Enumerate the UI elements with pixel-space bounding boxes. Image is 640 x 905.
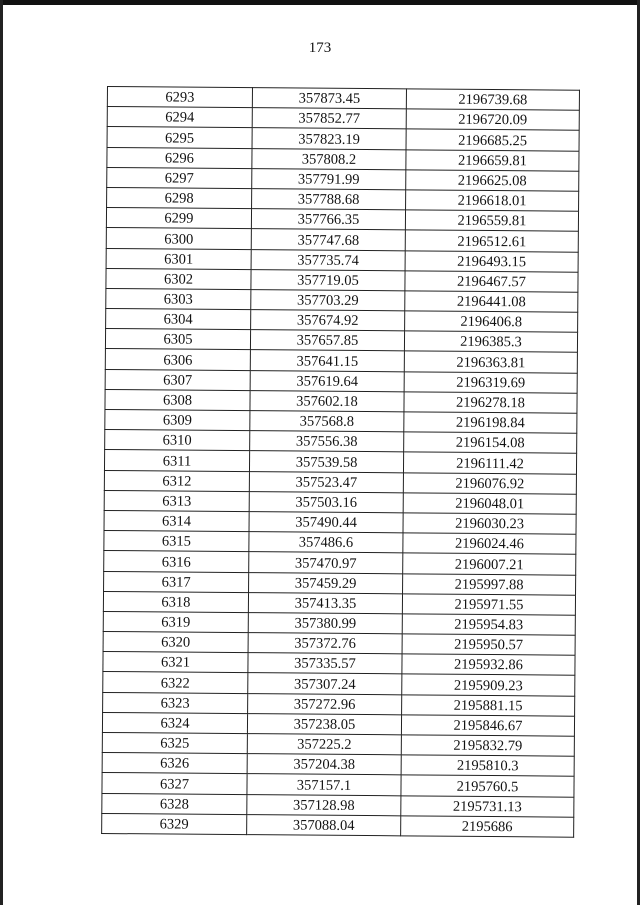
y-coordinate-cell: 2196441.08 — [405, 291, 578, 313]
x-coordinate-cell: 357459.29 — [249, 572, 403, 593]
x-coordinate-cell: 357128.98 — [247, 794, 401, 815]
y-coordinate-cell: 2196406.8 — [405, 311, 578, 333]
point-id-cell: 6320 — [103, 632, 248, 653]
x-coordinate-cell: 357619.64 — [250, 370, 404, 391]
x-coordinate-cell: 357791.99 — [252, 168, 406, 189]
y-coordinate-cell: 2196111.42 — [403, 452, 576, 474]
point-id-cell: 6307 — [105, 369, 250, 390]
x-coordinate-cell: 357225.2 — [247, 734, 401, 755]
point-id-cell: 6303 — [106, 288, 251, 309]
point-id-cell: 6314 — [104, 510, 249, 531]
point-id-cell: 6323 — [103, 692, 248, 713]
x-coordinate-cell: 357413.35 — [248, 592, 402, 613]
y-coordinate-cell: 2195846.67 — [401, 715, 574, 737]
point-id-cell: 6304 — [106, 309, 251, 330]
x-coordinate-cell: 357523.47 — [249, 471, 403, 492]
x-coordinate-cell: 357747.68 — [251, 229, 405, 250]
y-coordinate-cell: 2195731.13 — [401, 795, 574, 817]
x-coordinate-cell: 357852.77 — [252, 108, 406, 129]
x-coordinate-cell: 357307.24 — [248, 673, 402, 694]
scan-border-top — [0, 0, 640, 5]
y-coordinate-cell: 2195760.5 — [401, 775, 574, 797]
y-coordinate-cell: 2195832.79 — [401, 735, 574, 757]
y-coordinate-cell: 2196720.09 — [406, 109, 579, 131]
y-coordinate-cell: 2196512.61 — [405, 230, 578, 252]
y-coordinate-cell: 2196030.23 — [403, 513, 576, 535]
point-id-cell: 6326 — [102, 753, 247, 774]
x-coordinate-cell: 357602.18 — [250, 390, 404, 411]
point-id-cell: 6329 — [102, 813, 247, 834]
x-coordinate-cell: 357272.96 — [248, 693, 402, 714]
x-coordinate-cell: 357380.99 — [248, 613, 402, 634]
point-id-cell: 6313 — [104, 490, 249, 511]
point-id-cell: 6298 — [107, 187, 252, 208]
coordinates-table-wrapper — [101, 86, 580, 838]
y-coordinate-cell: 2196685.25 — [406, 129, 579, 151]
x-coordinate-cell: 357808.2 — [252, 148, 406, 169]
x-coordinate-cell: 357674.92 — [251, 310, 405, 331]
point-id-cell: 6310 — [105, 430, 250, 451]
point-id-cell: 6328 — [102, 793, 247, 814]
point-id-cell: 6322 — [103, 672, 248, 693]
y-coordinate-cell: 2195954.83 — [402, 614, 575, 636]
y-coordinate-cell: 2196024.46 — [403, 533, 576, 555]
x-coordinate-cell: 357556.38 — [250, 431, 404, 452]
y-coordinate-cell: 2196618.01 — [406, 190, 579, 212]
point-id-cell: 6311 — [104, 450, 249, 471]
point-id-cell: 6316 — [104, 551, 249, 572]
y-coordinate-cell: 2196625.08 — [406, 170, 579, 192]
point-id-cell: 6300 — [106, 228, 251, 249]
x-coordinate-cell: 357735.74 — [251, 249, 405, 270]
y-coordinate-cell: 2195810.3 — [401, 755, 574, 777]
y-coordinate-cell: 2195909.23 — [402, 674, 575, 696]
point-id-cell: 6297 — [107, 167, 252, 188]
y-coordinate-cell: 2195686 — [401, 816, 574, 838]
y-coordinate-cell: 2196048.01 — [403, 493, 576, 515]
x-coordinate-cell: 357372.76 — [248, 633, 402, 654]
point-id-cell: 6306 — [105, 349, 250, 370]
point-id-cell: 6319 — [103, 611, 248, 632]
y-coordinate-cell: 2196007.21 — [403, 553, 576, 575]
x-coordinate-cell: 357703.29 — [251, 290, 405, 311]
point-id-cell: 6293 — [107, 87, 252, 108]
point-id-cell: 6296 — [107, 147, 252, 168]
page-number: 173 — [308, 40, 332, 56]
coordinates-table-body — [102, 87, 580, 838]
x-coordinate-cell: 357088.04 — [247, 814, 401, 835]
y-coordinate-cell: 2196319.69 — [404, 371, 577, 393]
x-coordinate-cell: 357568.8 — [250, 411, 404, 432]
table-row — [102, 813, 574, 837]
point-id-cell: 6318 — [103, 591, 248, 612]
y-coordinate-cell: 2195932.86 — [402, 654, 575, 676]
point-id-cell: 6325 — [102, 732, 247, 753]
x-coordinate-cell: 357719.05 — [251, 269, 405, 290]
scan-border-left — [0, 0, 3, 905]
y-coordinate-cell: 2196076.92 — [403, 472, 576, 494]
x-coordinate-cell: 357490.44 — [249, 512, 403, 533]
x-coordinate-cell: 357657.85 — [250, 330, 404, 351]
y-coordinate-cell: 2196493.15 — [405, 250, 578, 272]
x-coordinate-cell: 357503.16 — [249, 491, 403, 512]
y-coordinate-cell: 2195971.55 — [402, 594, 575, 616]
point-id-cell: 6324 — [102, 712, 247, 733]
y-coordinate-cell: 2196659.81 — [406, 149, 579, 171]
x-coordinate-cell: 357204.38 — [247, 754, 401, 775]
y-coordinate-cell: 2195997.88 — [403, 573, 576, 595]
y-coordinate-cell: 2196559.81 — [405, 210, 578, 232]
point-id-cell: 6305 — [105, 329, 250, 350]
point-id-cell: 6309 — [105, 409, 250, 430]
x-coordinate-cell: 357873.45 — [252, 88, 406, 109]
x-coordinate-cell: 357823.19 — [252, 128, 406, 149]
point-id-cell: 6321 — [103, 652, 248, 673]
x-coordinate-cell: 357788.68 — [252, 189, 406, 210]
point-id-cell: 6301 — [106, 248, 251, 269]
point-id-cell: 6294 — [107, 107, 252, 128]
x-coordinate-cell: 357486.6 — [249, 532, 403, 553]
point-id-cell: 6327 — [102, 773, 247, 794]
x-coordinate-cell: 357766.35 — [251, 209, 405, 230]
x-coordinate-cell: 357470.97 — [249, 552, 403, 573]
point-id-cell: 6308 — [105, 389, 250, 410]
coordinates-table — [101, 86, 580, 838]
y-coordinate-cell: 2195950.57 — [402, 634, 575, 656]
y-coordinate-cell: 2195881.15 — [402, 694, 575, 716]
y-coordinate-cell: 2196154.08 — [404, 432, 577, 454]
x-coordinate-cell: 357539.58 — [249, 451, 403, 472]
y-coordinate-cell: 2196278.18 — [404, 392, 577, 414]
y-coordinate-cell: 2196467.57 — [405, 271, 578, 293]
point-id-cell: 6299 — [106, 208, 251, 229]
point-id-cell: 6317 — [104, 571, 249, 592]
point-id-cell: 6295 — [107, 127, 252, 148]
y-coordinate-cell: 2196739.68 — [406, 89, 579, 111]
x-coordinate-cell: 357335.57 — [248, 653, 402, 674]
y-coordinate-cell: 2196198.84 — [404, 412, 577, 434]
point-id-cell: 6302 — [106, 268, 251, 289]
y-coordinate-cell: 2196363.81 — [404, 351, 577, 373]
point-id-cell: 6312 — [104, 470, 249, 491]
y-coordinate-cell: 2196385.3 — [404, 331, 577, 353]
x-coordinate-cell: 357157.1 — [247, 774, 401, 795]
x-coordinate-cell: 357238.05 — [247, 713, 401, 734]
point-id-cell: 6315 — [104, 531, 249, 552]
x-coordinate-cell: 357641.15 — [250, 350, 404, 371]
